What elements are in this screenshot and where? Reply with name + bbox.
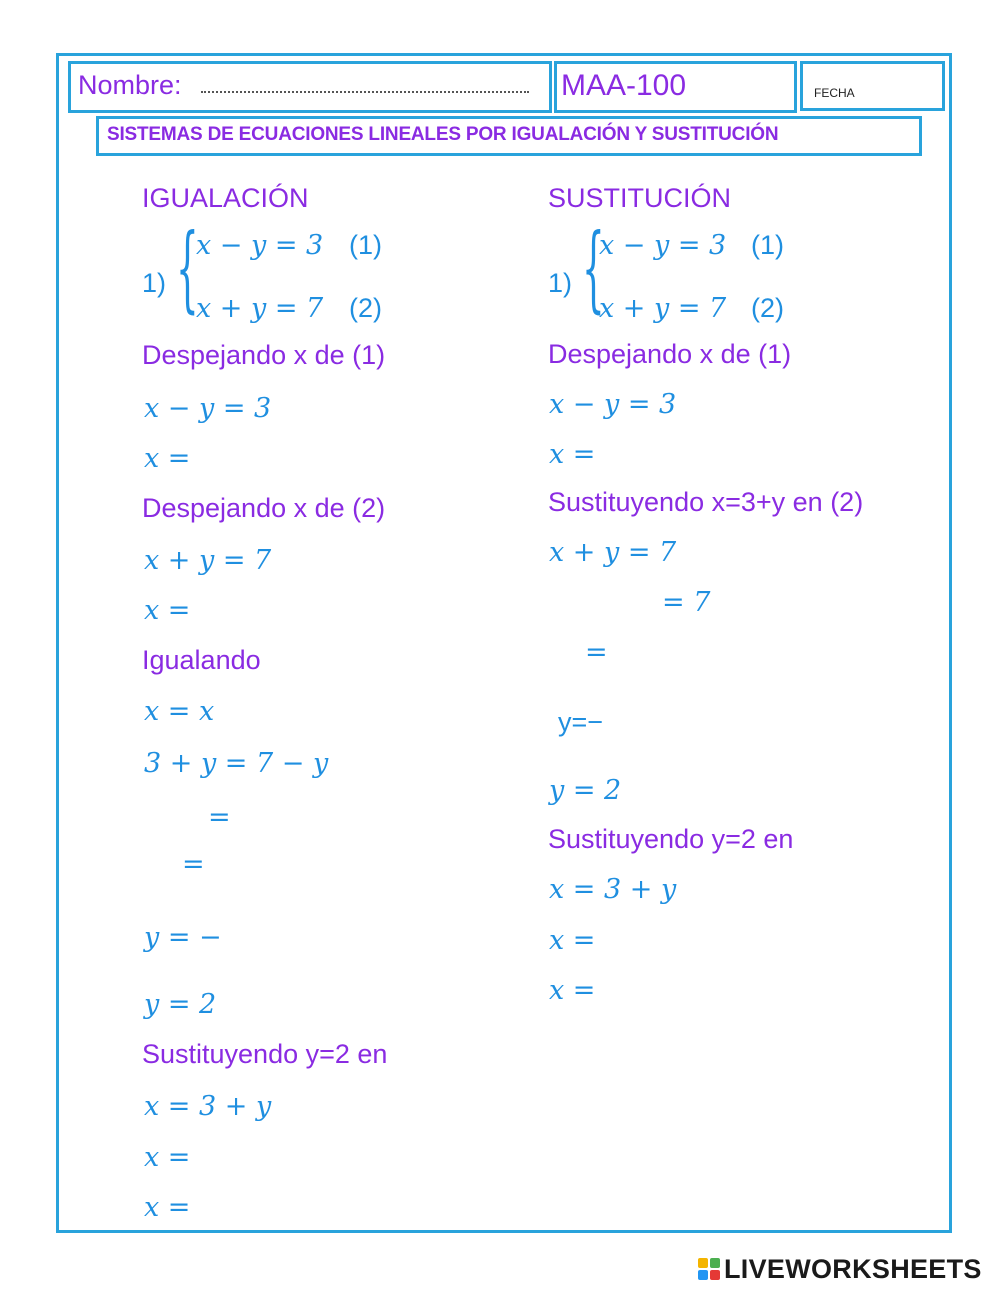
course-code: MAA-100 (561, 69, 687, 102)
right-eq1-tag: (1) (751, 230, 784, 260)
right-answer-line-5[interactable]: = (585, 637, 608, 668)
logo-square-icon (698, 1270, 708, 1280)
left-line-11: x = 3 + y (144, 1091, 272, 1122)
worksheet-title: SISTEMAS DE ECUACIONES LINEALES POR IGUALACIÓN Y SUSTITUCIÓN (107, 124, 779, 145)
left-answer-line-8[interactable]: = (182, 849, 205, 880)
right-answer-line-6[interactable]: y=− (558, 707, 604, 737)
right-heading: SUSTITUCIÓN (548, 183, 732, 213)
left-answer-line-2[interactable]: x = (144, 443, 191, 474)
right-line-7: y = 2 (549, 775, 622, 806)
left-eq1-tag: (1) (349, 230, 382, 260)
right-line-1: x − y = 3 (549, 389, 677, 420)
right-answer-line-4[interactable]: = 7 (662, 587, 711, 618)
right-eq1: x − y = 3 (599, 230, 727, 261)
left-system-number: 1) (142, 268, 167, 298)
right-line-8: x = 3 + y (549, 874, 677, 905)
left-system-brace: { (176, 214, 199, 323)
right-answer-line-9[interactable]: x = (549, 925, 596, 956)
left-answer-line-12[interactable]: x = (144, 1142, 191, 1173)
logo-text: LIVEWORKSHEETS (724, 1253, 982, 1284)
right-system-brace: { (582, 214, 605, 323)
date-label: FECHA (814, 86, 855, 100)
course-code-box (554, 61, 797, 113)
right-step-2: Sustituyendo x=3+y en (2) (548, 487, 864, 517)
left-answer-line-4[interactable]: x = (144, 595, 191, 626)
right-eq2-tag: (2) (751, 293, 784, 323)
left-eq1: x − y = 3 (196, 230, 324, 261)
right-system-number: 1) (548, 268, 573, 298)
left-eq2: x + y = 7 (196, 293, 324, 324)
left-answer-line-7[interactable]: = (208, 802, 231, 833)
left-answer-line-9[interactable]: y = − (144, 922, 222, 953)
left-line-1: x − y = 3 (144, 393, 272, 424)
worksheet-title-box (96, 116, 922, 156)
name-field-box[interactable] (68, 61, 552, 113)
left-step-3: Igualando (142, 645, 261, 675)
left-line-6: 3 + y = 7 − y (144, 748, 329, 779)
liveworksheets-logo (698, 1254, 982, 1284)
left-line-10: y = 2 (144, 989, 217, 1020)
right-line-3: x + y = 7 (549, 537, 677, 568)
logo-square-icon (710, 1258, 720, 1268)
left-line-5: x = x (144, 696, 215, 727)
left-line-3: x + y = 7 (144, 545, 272, 576)
left-answer-line-13[interactable]: x = (144, 1192, 191, 1223)
left-step-2: Despejando x de (2) (142, 493, 386, 523)
name-label: Nombre: (78, 70, 182, 100)
logo-mark-icon (698, 1258, 720, 1280)
right-eq2: x + y = 7 (599, 293, 727, 324)
logo-square-icon (698, 1258, 708, 1268)
right-step-3: Sustituyendo y=2 en (548, 824, 794, 854)
name-dotted-line[interactable] (201, 91, 529, 93)
left-step-4: Sustituyendo y=2 en (142, 1039, 388, 1069)
right-step-1: Despejando x de (1) (548, 339, 792, 369)
left-eq2-tag: (2) (349, 293, 382, 323)
right-answer-line-2[interactable]: x = (549, 439, 596, 470)
logo-square-icon (710, 1270, 720, 1280)
date-field-box[interactable] (800, 61, 945, 111)
right-answer-line-10[interactable]: x = (549, 975, 596, 1006)
left-heading: IGUALACIÓN (142, 183, 309, 213)
left-step-1: Despejando x de (1) (142, 340, 386, 370)
